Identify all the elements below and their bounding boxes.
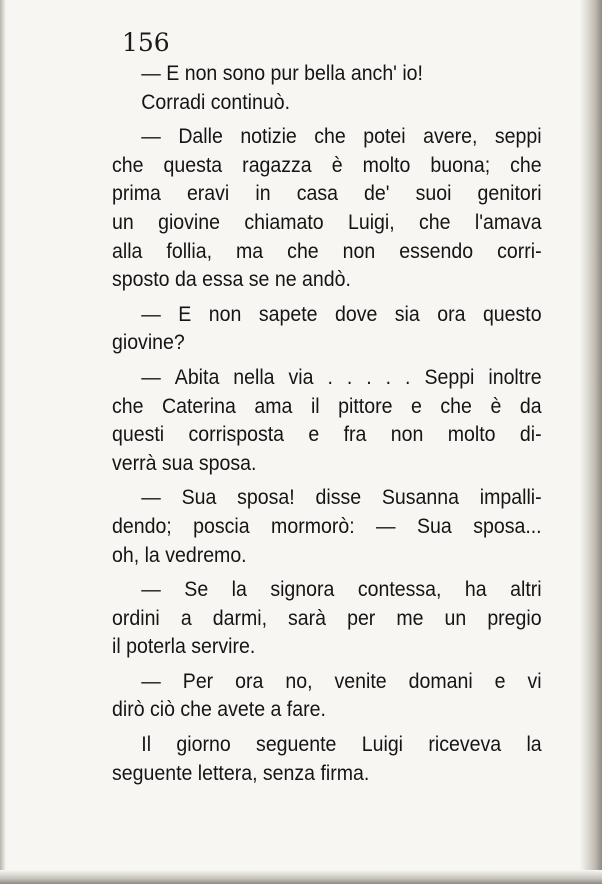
text-line — [112, 668, 542, 697]
text-word: nella — [233, 365, 275, 389]
text-word: venite — [334, 669, 387, 693]
text-line: verrà sua sposa. — [112, 451, 257, 475]
text-word: impalli- — [479, 486, 542, 510]
text-word: sarà — [288, 606, 327, 630]
text-word: domani — [408, 669, 473, 693]
text-word: buona; — [430, 153, 491, 177]
text-word: seppi — [494, 125, 542, 149]
text-word: di- — [519, 423, 542, 447]
text-word: via — [288, 365, 314, 389]
page-number: 156 — [122, 28, 170, 57]
text-word: e — [411, 394, 422, 418]
text-word: per — [347, 606, 376, 630]
text-line: giovine? — [112, 331, 185, 355]
text-word: Abita — [174, 365, 220, 389]
text-line: — E non sono pur bella anch' io! — [112, 62, 423, 85]
text-word: me — [396, 606, 424, 630]
page-left-edge — [0, 0, 6, 884]
text-word: ora — [437, 302, 466, 326]
text-word: eravi — [186, 182, 230, 206]
text-word: e — [494, 669, 506, 693]
text-word: ordini — [112, 606, 160, 630]
text-word: Dalle — [178, 125, 223, 149]
text-line: sposto da essa se ne andò. — [112, 268, 351, 292]
text-word: un — [112, 210, 134, 234]
text-line — [112, 393, 542, 422]
text-line — [112, 513, 542, 542]
text-word: che — [440, 394, 472, 418]
text-word: e — [308, 423, 320, 447]
text-word: . — [385, 365, 392, 389]
text-word: Seppi — [424, 365, 475, 389]
text-word: non — [342, 239, 376, 263]
text-line: Corradi continuò. — [112, 90, 291, 114]
text-line — [112, 180, 542, 209]
text-line — [112, 421, 542, 450]
text-word: ora — [235, 669, 264, 693]
text-line: dirò ciò che avete a fare. — [112, 698, 326, 722]
text-word: — — [112, 669, 161, 693]
text-word: contessa, — [357, 578, 442, 602]
text-word: seguente — [256, 733, 337, 757]
text-word: Sua — [417, 514, 452, 538]
text-word: da — [519, 394, 542, 418]
text-word: no, — [285, 669, 313, 693]
text-line — [112, 576, 542, 605]
text-word: darmi, — [212, 606, 268, 630]
text-word: un — [444, 606, 467, 630]
text-word: giovine — [158, 210, 220, 234]
text-word: notizie — [240, 125, 297, 149]
text-word: in — [255, 182, 271, 206]
text-word: — — [112, 486, 161, 510]
text-word: dendo; — [112, 514, 172, 538]
text-word: ma — [236, 239, 264, 263]
text-word: — — [112, 125, 161, 149]
text-word: sposa... — [473, 514, 542, 538]
text-word: che — [112, 153, 144, 177]
text-word: . — [366, 365, 372, 389]
text-word: che — [112, 394, 144, 418]
text-word: signora — [270, 578, 335, 602]
text-word: alla — [112, 239, 143, 263]
text-word: chiamato — [244, 210, 324, 234]
text-word: Per — [182, 669, 214, 693]
text-word: non — [208, 302, 242, 326]
text-word: vi — [527, 669, 542, 693]
text-word: Il — [112, 733, 152, 757]
text-line — [112, 301, 542, 330]
text-word: è — [490, 394, 502, 418]
text-word: questi — [112, 423, 165, 447]
text-line: il poterla servire. — [112, 635, 256, 659]
text-word: fra — [343, 423, 367, 447]
text-line — [112, 238, 542, 267]
text-word: — — [376, 514, 396, 538]
text-word: il — [310, 394, 320, 418]
text-word: disse — [315, 486, 362, 510]
text-line — [112, 364, 542, 393]
text-word: potei — [363, 125, 406, 149]
text-line: oh, la vedremo. — [112, 543, 247, 567]
text-word: non — [390, 423, 424, 447]
text-word: inoltre — [488, 365, 542, 389]
text-word: corrisposta — [188, 423, 285, 447]
text-word: molto — [447, 423, 496, 447]
text-word: ragazza — [242, 153, 312, 177]
text-word: Caterina — [162, 394, 236, 418]
text-word: — — [112, 578, 161, 602]
text-word: prima — [112, 182, 161, 206]
text-word: molto — [362, 153, 411, 177]
text-word: che — [510, 153, 542, 177]
text-word: — — [112, 365, 161, 389]
text-line — [112, 484, 542, 513]
text-word: ama — [254, 394, 293, 418]
text-word: riceveva — [428, 733, 502, 757]
text-word: suoi — [415, 182, 452, 206]
text-word: . — [327, 365, 333, 389]
text-word: poscia — [193, 514, 250, 538]
text-word: è — [331, 153, 343, 177]
text-line — [112, 123, 542, 152]
text-word: che — [314, 125, 346, 149]
text-line — [112, 152, 542, 181]
text-word: questa — [163, 153, 223, 177]
text-word: la — [526, 733, 542, 757]
text-line — [112, 731, 542, 760]
text-word: ha — [464, 578, 487, 602]
text-word: che — [419, 210, 451, 234]
text-line — [112, 209, 542, 238]
page-bottom-edge — [0, 870, 602, 884]
text-word: Se — [184, 578, 209, 602]
text-word: la — [231, 578, 247, 602]
text-word: giorno — [176, 733, 231, 757]
text-word: Susanna — [381, 486, 460, 510]
text-word: essendo — [399, 239, 474, 263]
text-word: pregio — [487, 606, 542, 630]
text-line: seguente lettera, senza firma. — [112, 761, 370, 785]
text-word: sposa! — [237, 486, 295, 510]
text-word: follia, — [166, 239, 213, 263]
text-word: dove — [334, 302, 378, 326]
text-word: E — [178, 302, 192, 326]
text-word: questo — [482, 302, 542, 326]
page-right-edge — [580, 0, 602, 884]
text-word: genitori — [477, 182, 542, 206]
text-word: Luigi — [361, 733, 404, 757]
text-word: a — [180, 606, 192, 630]
text-word: mormorò: — [271, 514, 355, 538]
text-word: corri- — [497, 239, 542, 263]
text-word: Luigi, — [347, 210, 395, 234]
page-body-text — [112, 60, 542, 788]
text-word: . — [405, 365, 411, 389]
text-word: casa — [296, 182, 338, 206]
text-word: de' — [364, 182, 390, 206]
text-line — [112, 605, 542, 634]
text-word: sapete — [258, 302, 318, 326]
text-word: sia — [394, 302, 420, 326]
text-word: — — [112, 302, 161, 326]
text-word: avere, — [423, 125, 478, 149]
text-word: . — [346, 365, 353, 389]
text-word: l'amava — [474, 210, 542, 234]
text-word: Sua — [181, 486, 217, 510]
text-word: che — [287, 239, 319, 263]
text-word: altri — [510, 578, 542, 602]
text-word: pittore — [338, 394, 393, 418]
